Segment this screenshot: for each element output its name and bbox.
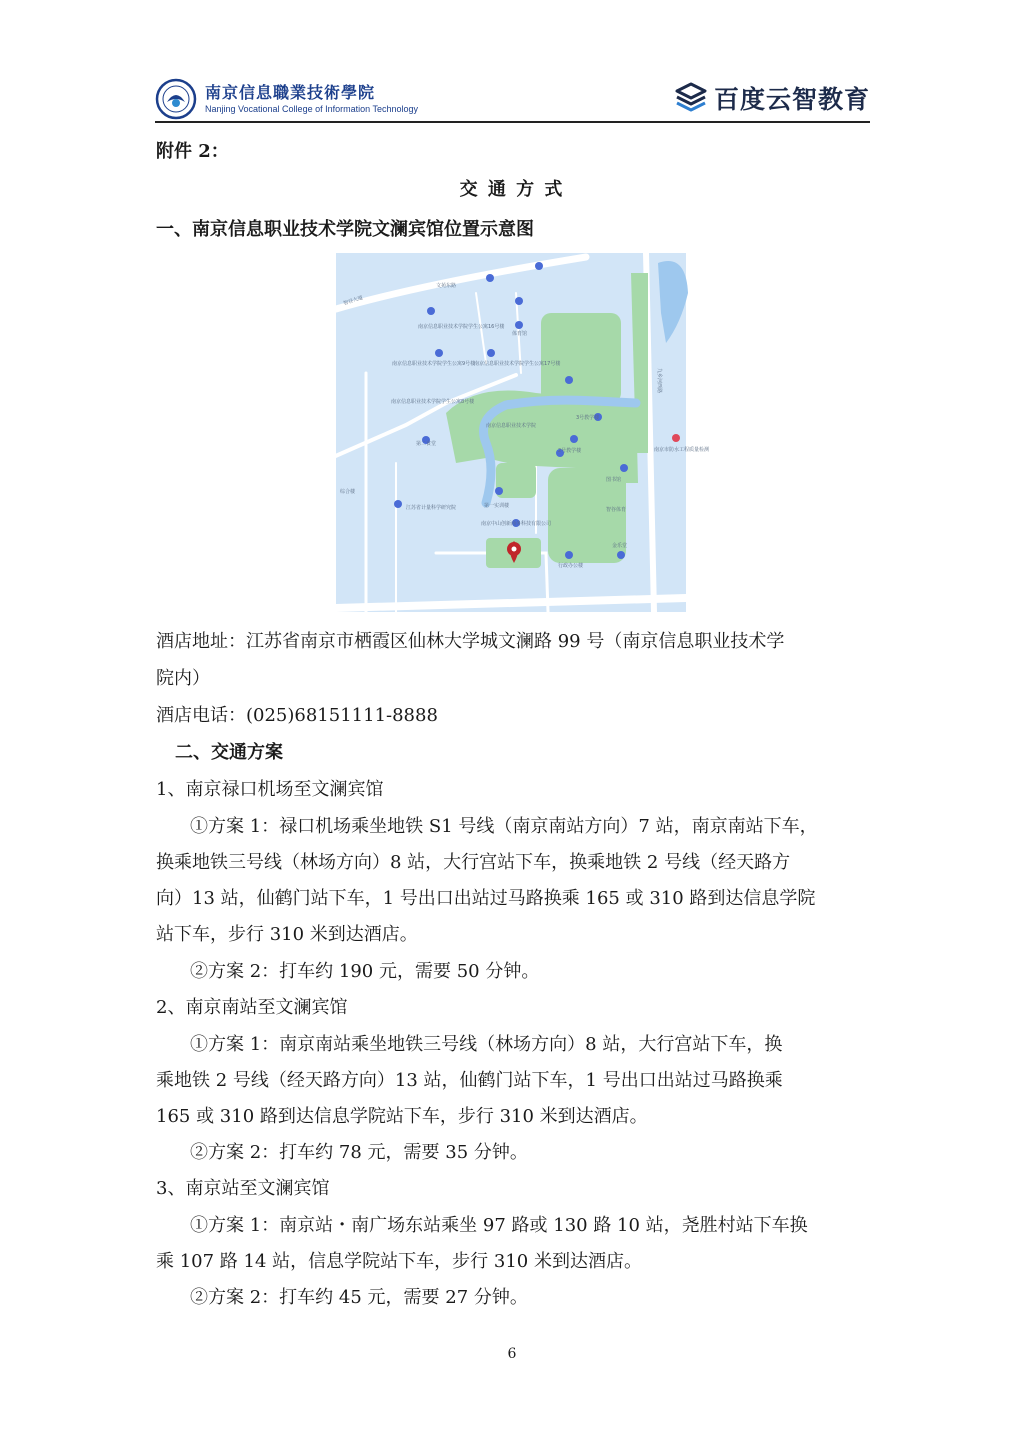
school-name-en: Nanjing Vocational College of Information Technology xyxy=(205,104,418,114)
route3-plan2: ②方案 2：打车约 45 元，需要 27 分钟。 xyxy=(190,1287,528,1308)
map-label-5: 体育馆 xyxy=(512,331,528,337)
attachment-label: 附件 2： xyxy=(156,141,229,162)
map-label-18: 南京市防水工程质量检测 xyxy=(654,447,710,453)
hotel-address-line1: 酒店地址：江苏省南京市栖霞区仙林大学城文澜路 99 号（南京信息职业技术学 xyxy=(156,631,785,652)
map-label-3: 南京信息职业技术学院学生公寓17号楼 xyxy=(474,361,561,367)
map-label-14: 行政办公楼 xyxy=(558,563,584,569)
route1-plan2: ②方案 2：打车约 190 元，需要 50 分钟。 xyxy=(190,961,540,982)
route1-plan1-line4: 站下车，步行 310 米到达酒店。 xyxy=(156,924,418,945)
route1-plan1-line3: 向）13 站，仙鹤门站下车，1 号出口出站过马路换乘 165 或 310 路到达信息学院 xyxy=(156,888,816,909)
map-label-4: 南京信息职业技术学院学生公寓8号楼 xyxy=(391,399,475,405)
school-logo xyxy=(155,78,418,120)
route3-title: 3、南京站至文澜宾馆 xyxy=(156,1178,330,1199)
cube-logo-icon xyxy=(674,81,708,115)
map-label-8: 第二食堂 xyxy=(416,441,437,447)
map-label-10: 图书馆 xyxy=(606,477,622,483)
route1-plan1-line2: 换乘地铁三号线（林场方向）8 站，大行宫站下车，换乘地铁 2 号线（经天路方 xyxy=(156,852,791,873)
map-label-6: 3号教学楼 xyxy=(576,415,600,421)
section2-heading: 二、交通方案 xyxy=(175,742,283,763)
map-label-road-3: 九乡河西路 xyxy=(656,368,662,394)
route3-plan1-line2: 乘 107 路 14 站，信息学院站下车，步行 310 米到达酒店。 xyxy=(156,1251,642,1272)
map-label-12: 第一实训楼 xyxy=(484,503,510,509)
hotel-address-line2: 院内） xyxy=(156,668,210,689)
route2-plan2: ②方案 2：打车约 78 元，需要 35 分钟。 xyxy=(190,1142,528,1163)
map-label-1: 南京信息职业技术学院学生公寓16号楼 xyxy=(418,324,505,330)
page-title: 交 通 方 式 xyxy=(459,179,565,200)
school-seal-icon xyxy=(155,78,197,120)
partner-name: 百度云智教育 xyxy=(713,85,870,114)
location-map xyxy=(336,253,710,612)
map-label-13: 南京中山创新商务科技有限公司 xyxy=(481,521,552,527)
route2-plan1-line1: ①方案 1：南京南站乘坐地铁三号线（林场方向）8 站，大行宫站下车，换 xyxy=(190,1034,783,1055)
map-label-11: 智谷体育 xyxy=(606,507,627,513)
map-label-16: 江苏省计量科学研究院 xyxy=(406,505,457,511)
page-number: 6 xyxy=(507,1346,517,1362)
header-divider xyxy=(155,121,870,123)
section1-heading: 一、南京信息职业技术学院文澜宾馆位置示意图 xyxy=(156,219,534,240)
page-header xyxy=(155,72,870,124)
hotel-phone: 酒店电话：(025)68151111-8888 xyxy=(156,705,438,726)
map-label-15: 金乐堂 xyxy=(612,543,628,549)
map-label-17: 综合楼 xyxy=(340,489,356,495)
route1-plan1-line1: ①方案 1：禄口机场乘坐地铁 S1 号线（南京南站方向）7 站，南京南站下车， xyxy=(190,816,818,837)
school-name-cn: 南京信息職業技術學院 xyxy=(205,83,376,102)
map-label-7: 南京信息职业技术学院 xyxy=(486,423,537,429)
route2-plan1-line3: 165 或 310 路到达信息学院站下车，步行 310 米到达酒店。 xyxy=(156,1106,648,1127)
map-label-9: 2号教学楼 xyxy=(558,448,582,454)
partner-logo xyxy=(674,80,870,116)
route3-plan1-line1: ①方案 1：南京站・南广场东站乘坐 97 路或 130 路 10 站，尧胜村站下车换 xyxy=(190,1215,808,1236)
map-label-2: 南京信息职业技术学院学生公寓9号楼 xyxy=(392,361,476,367)
map-label-road-1: 智谷大道 xyxy=(342,295,364,307)
map-label-road-2: 文苑东路 xyxy=(436,283,457,289)
route1-title: 1、南京禄口机场至文澜宾馆 xyxy=(156,779,384,800)
route2-title: 2、南京南站至文澜宾馆 xyxy=(156,997,348,1018)
route2-plan1-line2: 乘地铁 2 号线（经天路方向）13 站，仙鹤门站下车，1 号出口出站过马路换乘 xyxy=(156,1070,783,1091)
